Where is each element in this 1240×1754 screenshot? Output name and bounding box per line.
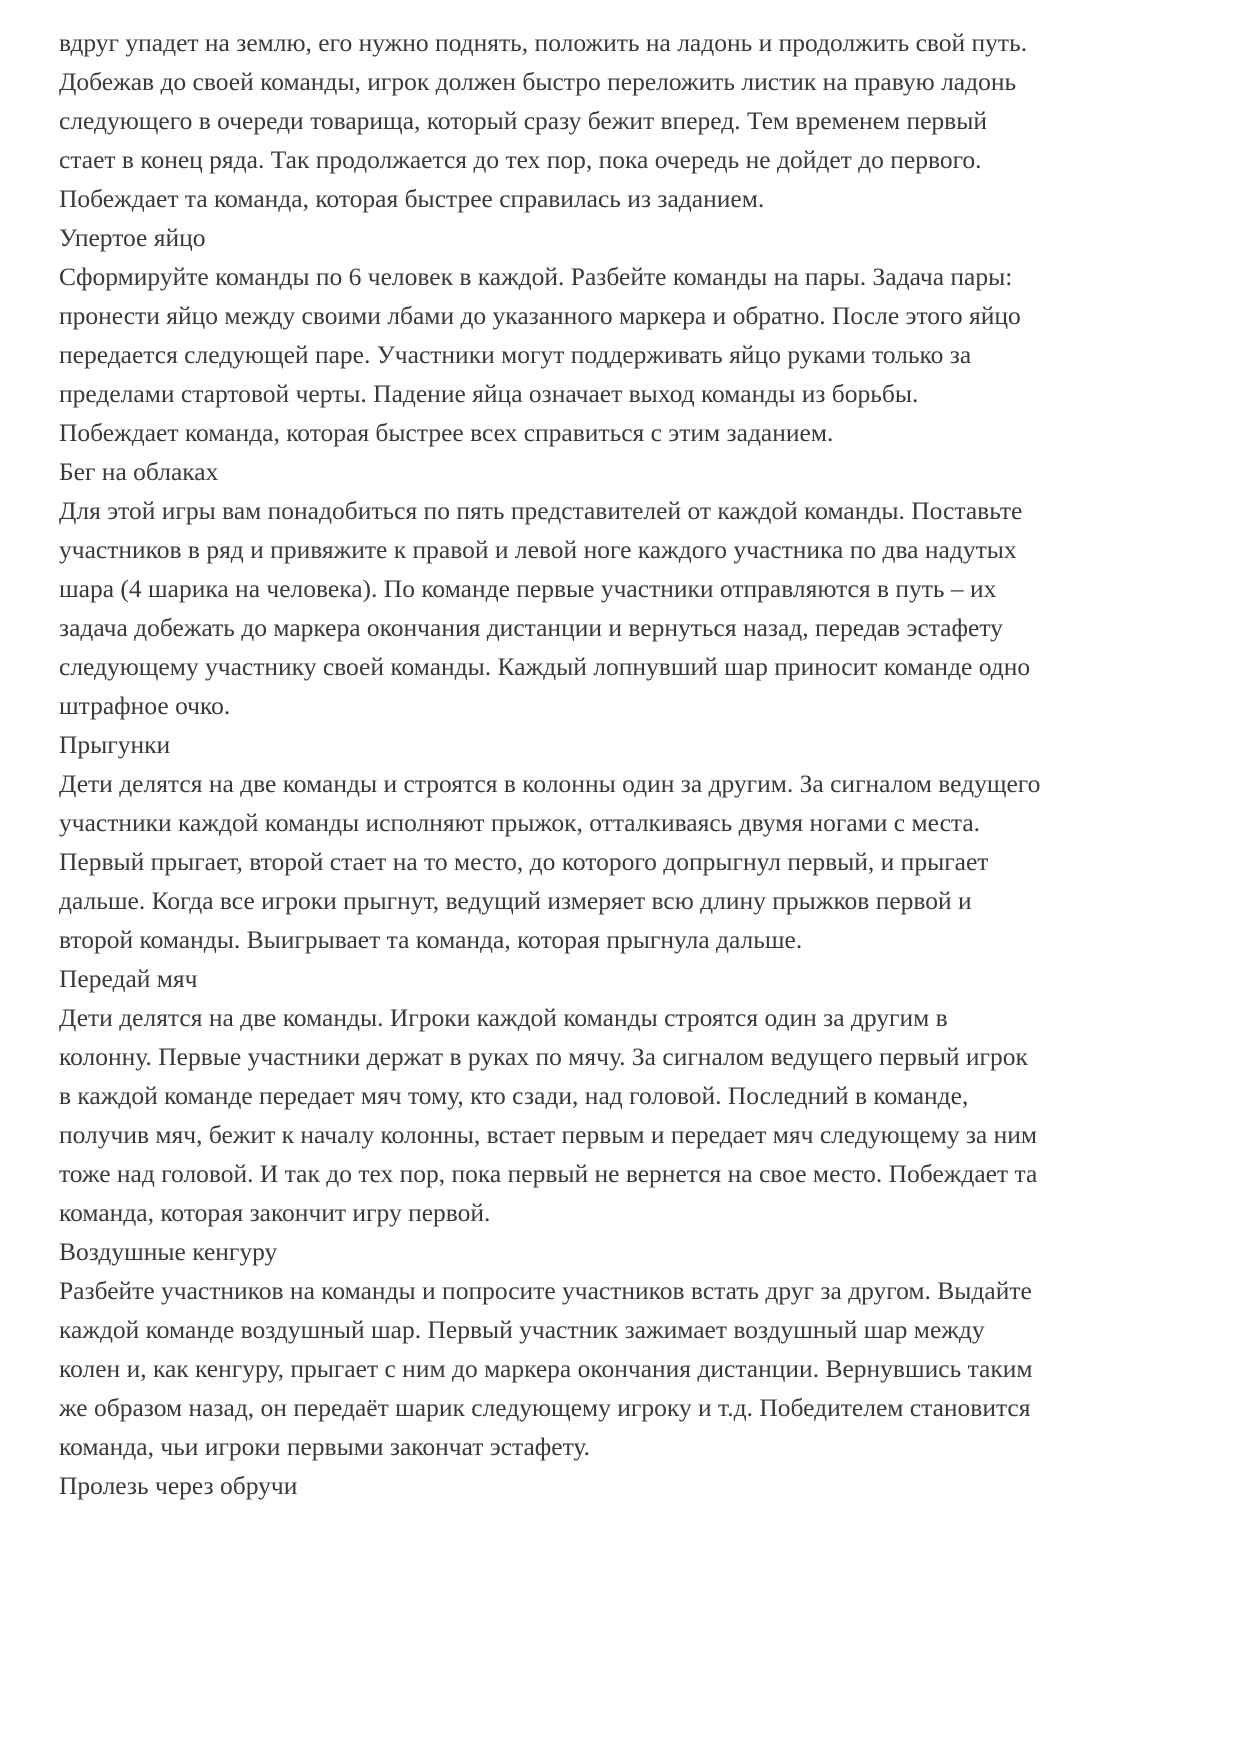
text-line: шара (4 шарика на человека). По команде первые участники отправляются в путь – их [59, 574, 997, 603]
section-heading: Пролезь через обручи [59, 1471, 298, 1500]
text-line: Дети делятся на две команды и строятся в колонны один за другим. За сигналом ведущего [59, 769, 1041, 798]
text-line: следующего в очереди товарища, который сразу бежит вперед. Тем временем первый [59, 106, 987, 135]
paragraph [59, 491, 1200, 725]
text-line: второй команды. Выигрывает та команда, которая прыгнула дальше. [59, 925, 803, 954]
text-line: следующему участнику своей команды. Каждый лопнувший шар приносит команде одно [59, 652, 1031, 681]
text-line: в каждой команде передает мяч тому, кто сзади, над головой. Последний в команде, [59, 1081, 969, 1110]
text-line: задача добежать до маркера окончания дистанции и вернуться назад, передав эстафету [59, 613, 1003, 642]
text-line: Для этой игры вам понадобиться по пять представителей от каждой команды. Поставьте [59, 496, 1023, 525]
text-line: стает в конец ряда. Так продолжается до тех пор, пока очередь не дойдет до первого. [59, 145, 982, 174]
paragraph [59, 764, 1200, 959]
text-line: команда, которая закончит игру первой. [59, 1198, 491, 1227]
text-line: тоже над головой. И так до тех пор, пока первый не вернется на свое место. Побеждает та [59, 1159, 1038, 1188]
text-line: Разбейте участников на команды и попросите участников встать друг за другом. Выдайте [59, 1276, 1032, 1305]
text-line: колонну. Первые участники держат в руках по мячу. За сигналом ведущего первый игрок [59, 1042, 1028, 1071]
text-line: команда, чьи игроки первыми закончат эстафету. [59, 1432, 591, 1461]
text-line: Дети делятся на две команды. Игроки каждой команды строятся один за другим в [59, 1003, 948, 1032]
text-line: участников в ряд и привяжите к правой и левой ноге каждого участника по два надутых [59, 535, 1017, 564]
text-line: колен и, как кенгуру, прыгает с ним до маркера окончания дистанции. Вернувшись таким [59, 1354, 1033, 1383]
text-line: участники каждой команды исполняют прыжок, отталкиваясь двумя ногами с места. [59, 808, 981, 837]
text-line: же образом назад, он передаёт шарик следующему игроку и т.д. Победителем становится [59, 1393, 1031, 1422]
text-line: получив мяч, бежит к началу колонны, встает первым и передает мяч следующему за ним [59, 1120, 1038, 1149]
text-line: Побеждает та команда, которая быстрее справилась из заданием. [59, 184, 765, 213]
section-heading: Воздушные кенгуру [59, 1237, 278, 1266]
section-heading: Бег на облаках [59, 457, 219, 486]
text-line: пронести яйцо между своими лбами до указанного маркера и обратно. После этого яйцо [59, 301, 1021, 330]
text-line: Добежав до своей команды, игрок должен быстро переложить листик на правую ладонь [59, 67, 1017, 96]
text-line: каждой команде воздушный шар. Первый участник зажимает воздушный шар между [59, 1315, 985, 1344]
text-line: дальше. Когда все игроки прыгнут, ведущий измеряет всю длину прыжков первой и [59, 886, 972, 915]
text-line: Побеждает команда, которая быстрее всех справиться с этим заданием. [59, 418, 834, 447]
text-line: вдруг упадет на землю, его нужно поднять, положить на ладонь и продолжить свой путь. [59, 28, 1028, 57]
text-line: передается следующей паре. Участники могут поддерживать яйцо руками только за [59, 340, 972, 369]
section-heading: Передай мяч [59, 964, 198, 993]
paragraph [59, 998, 1200, 1232]
paragraph [59, 23, 1200, 218]
section-heading: Упертое яйцо [59, 223, 206, 252]
paragraph [59, 257, 1200, 452]
section-heading: Прыгунки [59, 730, 171, 759]
text-line: пределами стартовой черты. Падение яйца означает выход команды из борьбы. [59, 379, 919, 408]
text-line: штрафное очко. [59, 691, 231, 720]
text-line: Первый прыгает, второй стает на то место, до которого допрыгнул первый, и прыгает [59, 847, 989, 876]
paragraph [59, 1271, 1200, 1466]
text-line: Сформируйте команды по 6 человек в каждой. Разбейте команды на пары. Задача пары: [59, 262, 1013, 291]
